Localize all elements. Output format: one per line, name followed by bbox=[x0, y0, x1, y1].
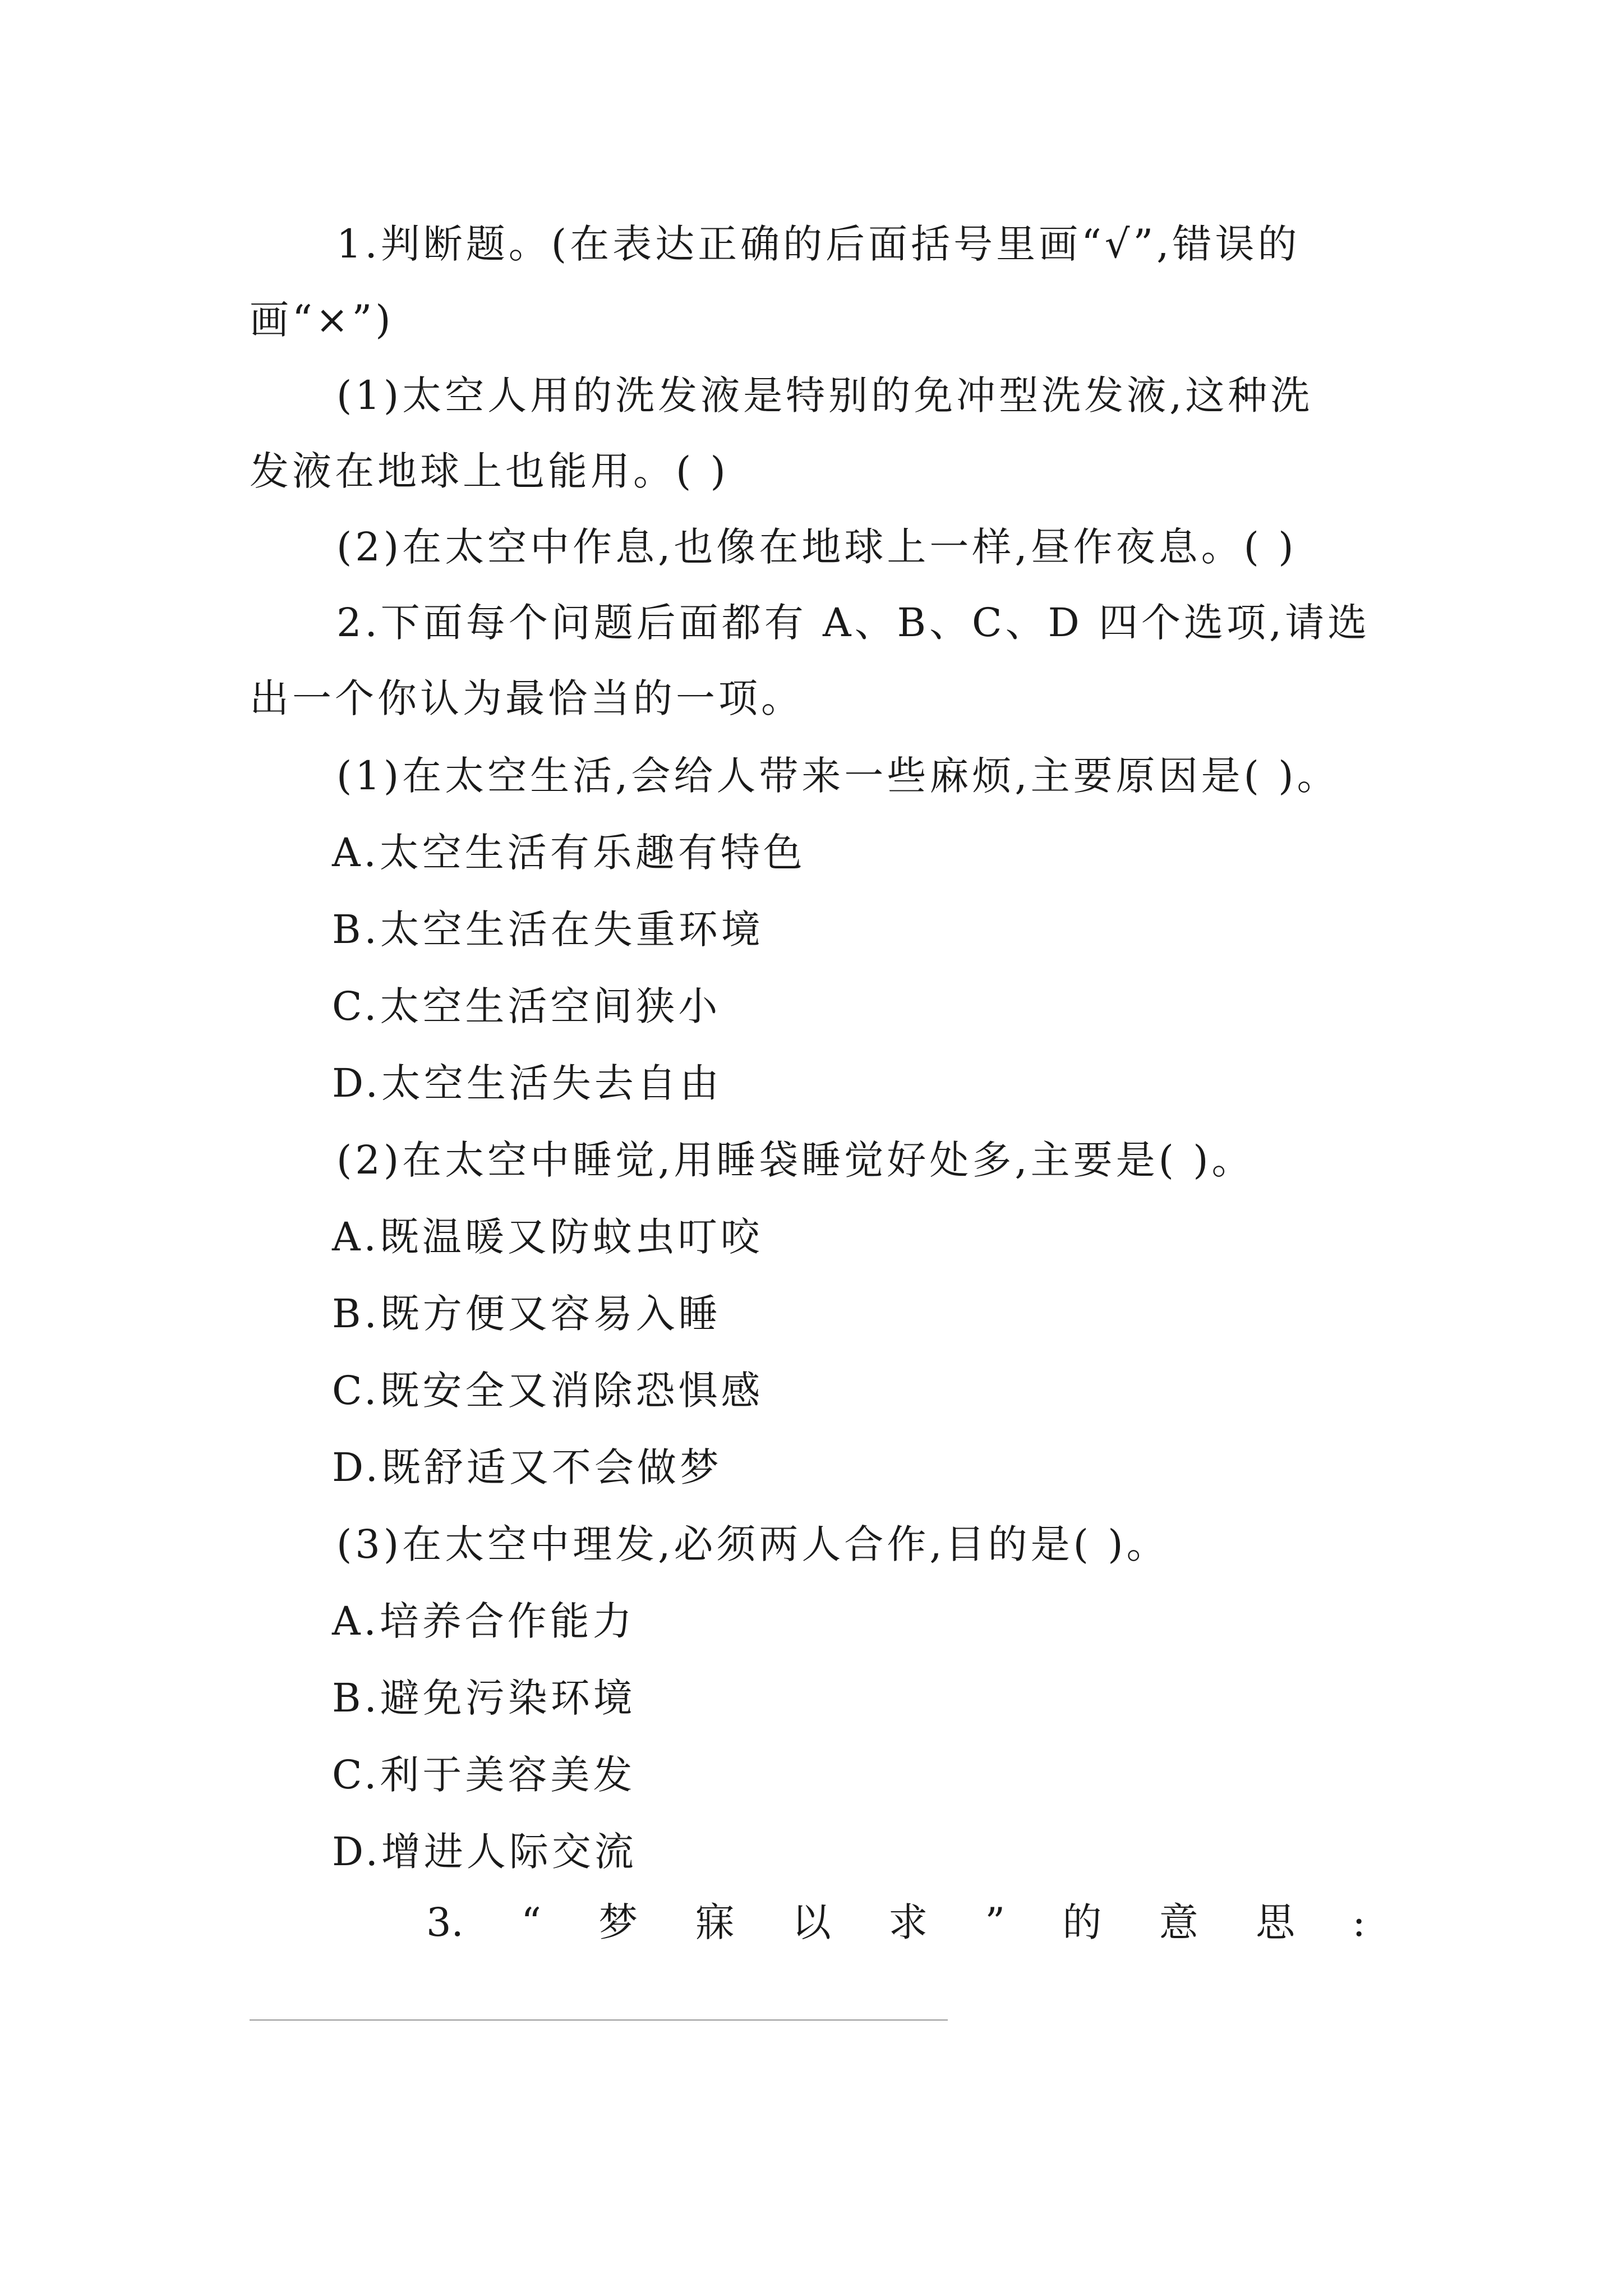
q3-char: 意 bbox=[1159, 1899, 1198, 1945]
q3-char: 梦 bbox=[598, 1899, 638, 1945]
q1-intro-line2: 画“×”) bbox=[250, 297, 394, 343]
q3-char: 思 bbox=[1256, 1899, 1295, 1945]
q3-char: 寐 bbox=[695, 1899, 735, 1945]
q2-sub1-option-d: D.太空生活失去自由 bbox=[332, 1060, 722, 1106]
q1-item1-line1: (1)太空人用的洗发液是特别的免冲型洗发液,这种洗 bbox=[336, 372, 1313, 418]
q1-item2: (2)在太空中作息,也像在地球上一样,昼作夜息。( ) bbox=[336, 524, 1297, 570]
answer-underline bbox=[250, 2019, 948, 2021]
q1-item1-line2: 发液在地球上也能用。( ) bbox=[250, 448, 729, 494]
q2-sub3-option-c: C.利于美容美发 bbox=[332, 1752, 636, 1798]
q2-sub2-option-d: D.既舒适又不会做梦 bbox=[332, 1444, 722, 1490]
q2-sub1-stem: (1)在太空生活,会给人带来一些麻烦,主要原因是( )。 bbox=[336, 753, 1340, 799]
q2-sub1-option-c: C.太空生活空间狭小 bbox=[332, 983, 721, 1029]
q2-intro-line1: 2.下面每个问题后面都有 A、B、C、D 四个选项,请选 bbox=[336, 600, 1371, 646]
q3-char: 3. bbox=[426, 1899, 464, 1945]
q3-char: : bbox=[1352, 1899, 1366, 1945]
q3-prompt bbox=[426, 1899, 1366, 1945]
q3-char: 求 bbox=[888, 1899, 928, 1945]
q3-char: 的 bbox=[1062, 1899, 1102, 1945]
q3-char: “ bbox=[521, 1899, 541, 1945]
q3-char: 以 bbox=[791, 1899, 831, 1945]
q2-sub1-option-a: A.太空生活有乐趣有特色 bbox=[332, 830, 806, 876]
q1-intro-line1: 1.判断题。(在表达正确的后面括号里画“√”,错误的 bbox=[336, 221, 1301, 267]
q2-sub3-stem: (3)在太空中理发,必须两人合作,目的是( )。 bbox=[336, 1521, 1169, 1567]
q2-sub2-stem: (2)在太空中睡觉,用睡袋睡觉好处多,主要是( )。 bbox=[336, 1137, 1255, 1183]
q2-sub2-option-c: C.既安全又消除恐惧感 bbox=[332, 1368, 764, 1414]
q2-sub2-option-b: B.既方便又容易入睡 bbox=[332, 1291, 721, 1337]
q2-sub2-option-a: A.既温暖又防蚊虫叮咬 bbox=[332, 1214, 763, 1260]
q2-sub1-option-b: B.太空生活在失重环境 bbox=[332, 907, 764, 953]
q2-intro-line2: 出一个你认为最恰当的一项。 bbox=[250, 675, 804, 721]
q3-char: ” bbox=[985, 1899, 1006, 1945]
q2-sub3-option-a: A.培养合作能力 bbox=[332, 1598, 635, 1644]
q2-sub3-option-d: D.增进人际交流 bbox=[332, 1829, 637, 1875]
q2-sub3-option-b: B.避免污染环境 bbox=[332, 1675, 636, 1721]
